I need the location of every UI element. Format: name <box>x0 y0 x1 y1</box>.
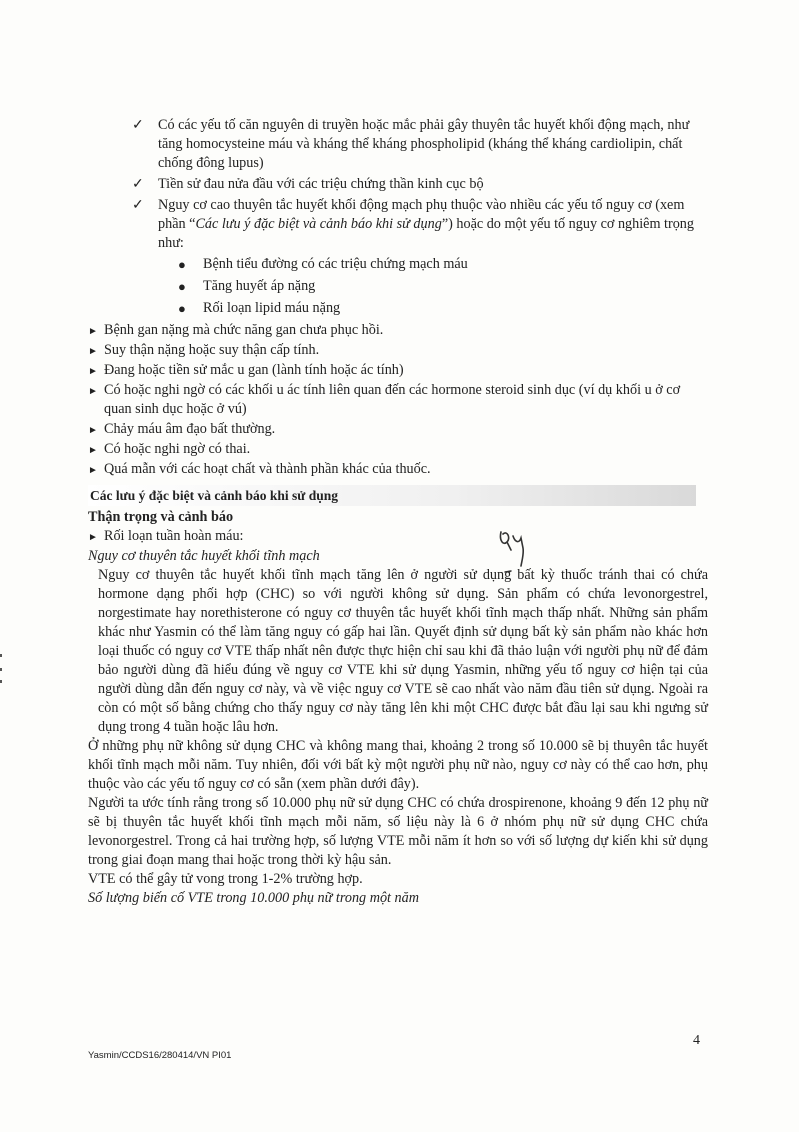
triangle-right-icon: ► <box>88 326 98 337</box>
bullet-item-text: Tăng huyết áp nặng <box>203 278 316 294</box>
check-item-text-before: Nguy cơ cao thuyên tắc huyết khối động mạch phụ thuộc vào nhiều các yếu tố nguy cơ (xem phần “ <box>158 197 685 232</box>
check-item <box>88 175 708 194</box>
arrow-item-text: Có hoặc nghi ngờ có các khối u ác tính liên quan đến các hormone steroid sinh dục (ví dụ khối u ở cơ quan sinh dục hoặc ở vú) <box>104 382 681 417</box>
arrow-item-text: Bệnh gan nặng mà chức năng gan chưa phục hồi. <box>104 322 384 338</box>
arrow-item <box>88 460 708 479</box>
arrow-item-text: Đang hoặc tiền sử mắc u gan (lành tính hoặc ác tính) <box>104 362 404 378</box>
triangle-right-icon: ► <box>88 346 98 357</box>
triangle-right-icon: ► <box>88 465 98 476</box>
bullet-item <box>88 255 708 274</box>
section-heading: Các lưu ý đặc biệt và cảnh báo khi sử dụng <box>88 485 696 506</box>
triangle-right-icon: ► <box>88 425 98 436</box>
triangle-right-icon: ► <box>88 366 98 377</box>
document-code: Yasmin/CCDS16/280414/VN PI01 <box>88 1050 232 1061</box>
arrow-item <box>88 440 708 459</box>
check-item <box>88 196 708 253</box>
italic-heading: Nguy cơ thuyên tắc huyết khối tĩnh mạch <box>88 548 320 564</box>
arrow-item-text: Có hoặc nghi ngờ có thai. <box>104 441 251 457</box>
sub-heading: Thận trọng và cảnh báo <box>88 509 234 525</box>
bullet-icon: ● <box>178 257 186 272</box>
check-icon: ✓ <box>132 198 144 213</box>
contraindication-list <box>88 116 708 908</box>
bullet-icon: ● <box>178 279 186 294</box>
paragraph: Nguy cơ thuyên tắc huyết khối tĩnh mạch tăng lên ở người sử dụng bất kỳ thuốc tránh thai có chứa hormone dạng phối hợp (CHC) so với người không sử dụng. Sản phẩm có chứa levonorgestrel, norgestimate hay norethisterone có nguy cơ thuyên tắc huyết khối tĩnh mạch thấp nhất. Những sản phẩm khác như Yasmin có thể làm tăng nguy có gấp hai lần. Quyết định sử dụng bất kỳ sản phẩm nào khác hơn loại thuốc có nguy cơ VTE thấp nhất nên được thực hiện chỉ sau khi đã thảo luận với người phụ nữ để đảm bảo người dùng đã hiểu đúng về nguy cơ VTE khi sử dụng Yasmin, những yếu tố nguy cơ hiện tại của người dùng dẫn đến nguy cơ này, và về việc nguy cơ VTE sẽ cao nhất vào năm đầu tiên sử dụng. Ngoài ra còn có một số bằng chứng cho thấy nguy cơ này tăng lên khi một CHC được bắt đầu lại sau khi ngưng sử dụng trong 4 tuần hoặc lâu hơn. <box>98 567 708 735</box>
arrow-item-text: Rối loạn tuần hoàn máu: <box>104 528 244 544</box>
paragraph: Người ta ước tính rằng trong số 10.000 phụ nữ sử dụng CHC có chứa drospirenone, khoảng 9 đến 12 phụ nữ sẽ bị thuyên tắc huyết khối tĩnh mạch mỗi năm, số liệu này là 6 ở nhóm phụ nữ sử dụng CHC chứa levonorgestrel. Trong cả hai trường hợp, số lượng VTE mỗi năm ít hơn so với số lượng dự kiến khi sử dụng trong giai đoạn mang thai hoặc trong thời kỳ hậu sản. <box>88 795 708 868</box>
triangle-right-icon: ► <box>88 386 98 397</box>
arrow-item <box>88 381 708 419</box>
triangle-right-icon: ► <box>88 445 98 456</box>
arrow-item-text: Suy thận nặng hoặc suy thận cấp tính. <box>104 342 320 358</box>
check-item <box>88 116 708 173</box>
page-number: 4 <box>693 1033 700 1048</box>
paragraph: Ở những phụ nữ không sử dụng CHC và không mang thai, khoảng 2 trong số 10.000 sẽ bị thuyên tắc huyết khối tĩnh mạch mỗi năm. Tuy nhiên, đối với bất kỳ một người phụ nữ nào, nguy cơ này có thể cao hơn, phụ thuộc vào các yếu tố nguy cơ có sẵn (xem phần dưới đây). <box>88 738 708 792</box>
arrow-item <box>88 420 708 439</box>
check-item-text: Có các yếu tố căn nguyên di truyền hoặc mắc phải gây thuyên tắc huyết khối động mạch, như tăng homocysteine máu và kháng thể kháng phospholipid (kháng thể kháng cardiolipin, chất chống đông lupus) <box>158 117 690 171</box>
bullet-item <box>88 277 708 296</box>
italic-subheading: Số lượng biến cố VTE trong 10.000 phụ nữ trong một năm <box>88 890 419 906</box>
arrow-item-text: Quá mẫn với các hoạt chất và thành phần khác của thuốc. <box>104 461 431 477</box>
triangle-right-icon: ► <box>88 532 98 543</box>
check-item-text-after: ”) hoặc do một yếu tố nguy cơ nghiêm trọng như: <box>158 216 694 251</box>
bullet-icon: ● <box>178 301 186 316</box>
bullet-item-text: Rối loạn lipid máu nặng <box>203 300 341 316</box>
handwritten-initials <box>497 526 537 576</box>
arrow-item <box>88 527 708 546</box>
check-item-text-italic: Các lưu ý đặc biệt và cảnh báo khi sử dụng <box>195 216 442 232</box>
arrow-item <box>88 321 708 340</box>
paragraph: VTE có thể gây tử vong trong 1-2% trường hợp. <box>88 871 363 887</box>
arrow-item-text: Chảy máu âm đạo bất thường. <box>104 421 276 437</box>
check-icon: ✓ <box>132 118 144 133</box>
scan-edge-marks <box>0 650 4 690</box>
arrow-item <box>88 341 708 360</box>
bullet-item-text: Bệnh tiểu đường có các triệu chứng mạch máu <box>203 256 468 272</box>
check-item-text: Tiền sử đau nửa đầu với các triệu chứng thần kinh cục bộ <box>158 176 484 192</box>
bullet-item <box>88 299 708 318</box>
arrow-item <box>88 361 708 380</box>
check-icon: ✓ <box>132 177 144 192</box>
